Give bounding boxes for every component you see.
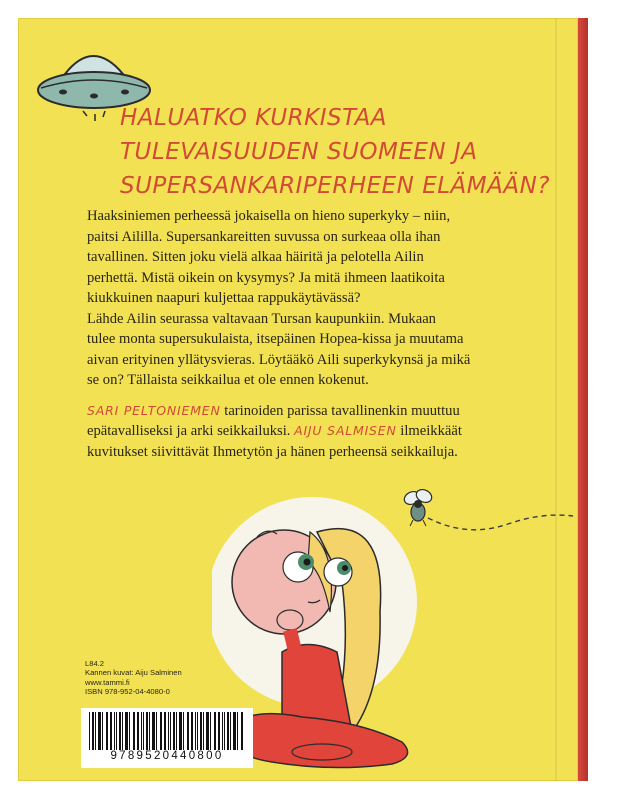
blurb-line: tulee monta supersukulaista, itsepäinen Hopea-kissa ja muutama bbox=[87, 331, 464, 347]
library-code: L84.2 bbox=[85, 659, 105, 668]
cover-credit: Kannen kuvat: Aiju Salminen bbox=[85, 668, 182, 678]
blurb-line: aivan erityinen yllätysvieras. Löytääkö Aili superkykynsä ja mikä bbox=[87, 351, 471, 368]
blurb-line: se on? Tällaista seikkailua et ole ennen kokenut. bbox=[87, 372, 369, 388]
isbn: ISBN 978-952-04-4080-0 bbox=[85, 687, 170, 697]
imprint bbox=[85, 659, 255, 697]
blurb-line: kiukkuinen naapuri kuljettaa rappukäytävässä? bbox=[87, 290, 361, 306]
blurb-line: tarinoiden parissa tavallinenkin muuttuu bbox=[220, 402, 460, 419]
blurb-paragraph-2 bbox=[87, 309, 557, 391]
headline-line-1: HALUATKO KURKISTAA bbox=[120, 105, 388, 131]
blurb bbox=[87, 206, 557, 462]
illustrator-name: AIJU SALMISEN bbox=[294, 423, 397, 438]
blurb-line: kuvitukset siivittävät Ihmetytön ja hänen perheensä seikkailuja. bbox=[87, 443, 458, 460]
headline bbox=[120, 101, 560, 203]
barcode-bars bbox=[87, 712, 247, 752]
blurb-line: Haaksiniemen perheessä jokaisella on hieno superkyky – niin, bbox=[87, 208, 451, 224]
author-name: SARI PELTONIEMEN bbox=[87, 402, 221, 418]
headline-line-2: TULEVAISUUDEN SUOMEEN JA bbox=[120, 139, 478, 165]
publisher-website: www.tammi.fi bbox=[85, 677, 130, 687]
blurb-line: tavallinen. Sitten joku vielä alkaa häiritä ja pelotella Ailin bbox=[87, 249, 424, 265]
headline-line-3: SUPERSANKARIPERHEEN ELÄMÄÄN? bbox=[120, 173, 550, 199]
blurb-line: ilmeikkäät bbox=[396, 423, 462, 439]
blurb-line: perhettä. Mistä oikein on kysymys? Ja mitä ihmeen laatikoita bbox=[87, 269, 445, 286]
barcode-number: 9789520440800 bbox=[110, 750, 224, 762]
blurb-line: epätavalliseksi ja arki seikkailuksi. bbox=[87, 423, 295, 439]
spine-edge bbox=[578, 18, 588, 781]
blurb-line: Lähde Ailin seurassa valtavaan Tursan kaupunkiin. Mukaan bbox=[87, 310, 436, 327]
blurb-paragraph-3 bbox=[87, 401, 557, 463]
blurb-line: paitsi Aililla. Supersankareitten suvussa on surkeaa olla ihan bbox=[87, 228, 441, 245]
blurb-paragraph-1 bbox=[87, 206, 557, 309]
barcode bbox=[81, 708, 253, 768]
